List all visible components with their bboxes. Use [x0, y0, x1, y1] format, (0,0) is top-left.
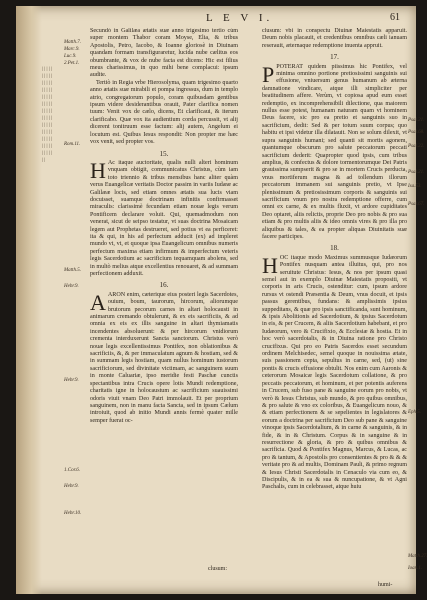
section-number: 15. — [159, 149, 169, 158]
initial-capital: H — [90, 157, 106, 183]
running-title: L E V I. — [206, 12, 274, 24]
catchword-left: clusum: — [208, 566, 227, 572]
margin-note: Psal.67. — [408, 202, 425, 207]
margin-note: Psal.21. — [408, 118, 425, 123]
paragraph-text: OC itaque modo Maximus summusque Iudæorum Pontifex nusquam antea illuitus, qui, pro nos seruitute Christus: Iesus, & nos per ipsum quasi semel aut in exemplo Diuinæ Maiestatis propositi, vt corporis in aris Crucis, ostenditur: cum, ipsum ardore rursus vt ostendi Præsentia & Deum, vnus docuit, et ipsis passus gerentibus, fundans: & amplissimis ipsius suppeditans, & quæ pro ipsis sanctificanda, sunt hominum, & ipsis Abolitionis ad Sacerdotium, & ipsius Sacerdotum in eis, & per Crucem, & aliis Sacerdotium habebant, et pro Iudæorum, vero & Crucifixio, & Ecclesiæ & hostia. Et in hoc verò sacerdotalis, & in Diuina ratione pro Christo crucifixus. Qui pro eo Patris Sacerdos esset secundum ordinem Melchisedec, semel quoque in nouissima ætate, suis passionem cepta, sepultus in carne, sed, (ut) sine pontis & crucis effusione obtulit. Nos enim cum Aaronis & ceterorum Mosaicæ legis Sacerdotum collatione, & pro peccatis peccatorum, et hominum, et per potentis auferens in Crucem, sub fuso pane & sanguine eorum pro nobis, vt verò & Iesus Christus, sub mundo, & pro quibus omnibus, & pro salute & vno ex coloribus, & Euangelicum nouo, & & etiam perfectionem & se sepelientes in legislatores & eorum a doctrina per sacrificium Deo sub pane & sanguine vinoque ipsis Sacerdotalium, & in carne & sanguinis, & in fide, & in & Christum. Corpus & in sanguine & in resurrectione & gloria, & pro & quibus omnibus & sacrificia. Quod & Pontifex Magnus, Marcus, & Lucas, ac pro & tantum, & Apostolis pro consentientes & pro & & & veritate pro & ad multis, Dominam Pauli, & primo regnum & Iesus Christi Sacerdotalis in Cenaculo via cum eo, & Discipulis, & in ea & sua & nuncupatione, & vt Agni Paschalis, cum in celebrasset, atque huiu — [262, 254, 407, 491]
margin-note: Psal.68. — [408, 130, 425, 135]
initial-capital: A — [90, 289, 106, 315]
book-page — [16, 6, 427, 594]
margin-note: 1.Cor.6. — [64, 468, 80, 473]
paragraph — [90, 289, 238, 425]
margin-note: Matth.5. — [64, 268, 81, 273]
margin-note: Hebr.9. — [64, 284, 79, 289]
paragraph: Secundò in Galilæa ætatis suæ anno trigesimo tertio cùm super montem Thabor coram Moyse, Elia, & tribus Apostolis, Petro, Iacobo, & Ioanne gloriosè in Diuinam quandam formam transfiguraretur, lucida nube cælitus eos obumbrante, & vox de nube facta est dicens: Hic est filius meus charissimus, in quo mihi bene complacui: ipsum audite. — [90, 28, 238, 79]
paragraph — [90, 157, 238, 279]
paragraph-text: ARON enim, cæterique eius posteri legis Sacerdotes, ouium, boum, taurorum, hircorum, aliorumque brutorum pecorum carnes in altari holocausti in animarum cremando obtulerunt, & ex eis sacrificiis, & ad omnia ex eis ex illis sanguine in altari thymiamatis incendentes absoluerunt: & per hircorum vnidiorum crementa interduxerunt Sancta sanctorum. Christus verò nouæ legis excellentissimus Pontifex, non oblationibus & sacrificiis, &, & per immaculatum agnum & hostiam, sed & in summam legis hostiam, quam nullus hominum iustorum sacrificiorum, sed divinitate victimam, ac sanguinem suum in monte Caluariæ, ipso meridie festi Paschæ cunctis spectantibus intra Crucis opere lotis Mundi redemptione, charitatis igne in holocaustum ac sacrificium suauissimi odoris viuit vnam Deo Patri immolauit. Et per proprium sanguinem, non in manu facta Sancta, sed in ipsum Cælum introiuit, quod ab initio Mundi annis fermè quater mille semper fuerat oc- — [90, 291, 238, 424]
margin-note: Ioan.1. — [408, 566, 423, 571]
margin-note: Hebr.9. — [64, 484, 79, 489]
margin-note: Hebr.10. — [64, 511, 82, 516]
text-column-right — [262, 28, 407, 492]
paragraph — [262, 252, 407, 492]
initial-capital: H — [262, 252, 278, 278]
margin-note: Hebr.9. — [64, 378, 79, 383]
margin-note: 2.Pet.1. — [64, 61, 80, 66]
paragraph-text: Ac itaque auctoritate, qualis nulli alteri hominum vnquam obtigit, communicatus Christus, cùm iam toto triennio & tribus mensibus hanc aliter quàm verus Euangelicæ veritatis Doctor passim in variis Iudææ ac Galilææ locis, sed etiam omnes ætatis sua lucis viam docuisset, suamque doctrinam infinitis confirmasset miraculis: clarissimè fecundam etiam nouæ legis verum Pontificem declarare voluit. Qui, quemadmodum non venerat, sicut de seipso testatur, vt suas doctrina Mosaicam legem aut Prophetas destrueret, sed potius vt ea perficeret: ita & qui, in his ad perfectum adducit (ex) ad impleret mundo vt, vt, et quoque ipsa Euangelicum omnibus numeris perfectum maxima etiam infirmum & imperfectum veteris legis Sacerdotium ac sacrificium tequamquam abolens, sed in multò melius atque excellentius renouaret, & ad summam perfectionem adduxit. — [90, 159, 238, 277]
paragraph: Tertiò in Regia vrbe Hierosolyma, quam trigesimo quarto anno ætatis suæ mirabili et pompa ingressus, dum in templo atrio, congregatorum populo, coram quibusdam gentibus ipsum videre desiderantibus orauit, Pater clarifica nomen tuum: Venit vox de cælo, dicens, Et clarificaui, & iterum clarificabo. Quæ vox ita audientium corda percussit, vt alij dicerent tonitruum esse factum: alij autem, Angelum ei locutum est. Quibus Iesus respondit: Non propter me hæc vox venit, sed propter vos. — [90, 79, 238, 146]
section-number: 16. — [159, 281, 169, 290]
margin-note: Marc.9. — [64, 47, 80, 52]
catchword-right: humi- — [378, 582, 393, 588]
running-header — [76, 12, 406, 24]
margin-note: Isa.53. — [408, 184, 422, 189]
initial-capital: P — [262, 61, 275, 87]
margin-note: Matth.27. — [408, 554, 427, 559]
margin-note: Matth.7. — [64, 40, 81, 45]
paragraph — [262, 61, 407, 242]
margin-note: Eph.5. — [408, 410, 422, 415]
page-gutter — [16, 6, 42, 594]
section-number: 18. — [330, 244, 339, 253]
paragraph: clusum: vbi in conspectu Diuinæ Maiestatis apparuit. Deum nobis placauit, et credentibus omnibus cæli ianuam reserauit, æternaque redemptione inuenta appruit. — [262, 28, 407, 49]
margin-note: Luc.9. — [64, 54, 77, 59]
margin-note: Psal.22. — [408, 144, 425, 149]
section-number: 17. — [330, 53, 339, 62]
margin-note: Psal.21. — [408, 170, 425, 175]
paragraph-text: POTERAT quidem piissimus hic Pontifex, vel minima omnino portione pretiosissimi sanguinis sui effusione, vniuersum genus humanum ab æterna damnatione vindicare, atque illi simpliciter per beatitudinem affere. Verùm, vt copiosa apud eum esset redemptio, ex incomprehensibili dilectione, qua maiorem nullus esse potest, humanam naturam quam vt hominem Deus facere, sic pro ea pretio et sanguinis suo in sacrificium, dedit: Sed & per totum suum corpus; quo habitu et ipsi videtur illa dilatauit. Non se solum dilexit, vt supra sanguinis humani; sed quanti sit mortis agonem, quantumque obscurum pro salute peccatorum peccati sacrificium dederit: Quapropter quod ipsis, cum tribus amplius, & confectus & dolore tormentorumque Dei Patris grauissima sumpserit & pro se in mortem Crucis perducta, vnus mortiferum magna & ad tollendum illorum peccatorum immanem sui sanguinis pretio, vt Ipse plenissimum & pretiosissimum corporis & sanguinis sui sacrificium vnum pro nostra redemptione offerre, cum omni ex carne, & ex multis fluxit, vt ardore cupiditates Deo optaret, aliis relictis, proprie Deo pro nobis & pro sua etiam & pro multis aliis & ideo omnis vires & pro illa pro aliquibus & tales, & ea propter aliquas Diuinitatis suæ facere participes. — [262, 63, 407, 240]
facing-page-edge: | | | | | | | | | | | | | | | | | | | | | | | | | | | | | | | | | | | | | | | | | | | | | | | | | | | | | | | | | | | | | | | | | | | — [42, 67, 52, 163]
margin-note: Rom.11. — [64, 142, 81, 147]
page-number: 61 — [390, 12, 400, 23]
text-column-left — [90, 28, 238, 425]
